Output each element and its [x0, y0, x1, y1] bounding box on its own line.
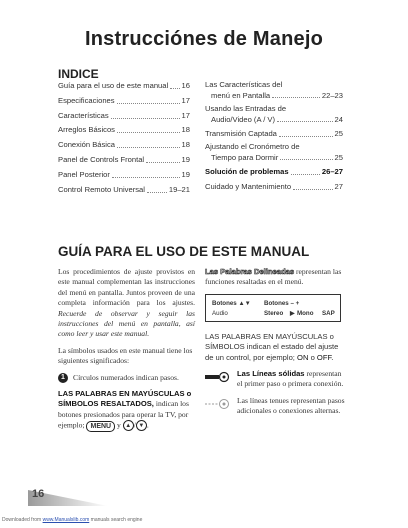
button-example-box	[205, 294, 341, 322]
toc-left-column	[58, 80, 190, 198]
toc-item-text: Panel Posterior	[58, 169, 110, 179]
step-text: Círculos numerados indican pasos.	[73, 372, 179, 382]
toc-item-caracteristicas[interactable]	[58, 110, 190, 122]
toc-item-text: Guía para el uso de este manual	[58, 81, 169, 90]
toc-page: 17	[181, 95, 190, 105]
toc-item-text: Arreglos Básicos	[58, 125, 115, 135]
guide-left-column	[58, 267, 195, 438]
caps-bold-text: LAS PALABRAS EN MAYÚSCULAS o SÍMBOLOS RESALTADOS,	[58, 389, 192, 409]
toc-page: 27	[334, 181, 343, 191]
toc-page: 22–23	[321, 91, 343, 100]
toc-item-text: Panel de Controls Frontal	[58, 154, 145, 164]
toc-page: 18	[181, 125, 190, 135]
menu-button-icon: MENU	[86, 421, 115, 432]
up-arrow-icon: ▲	[123, 420, 134, 431]
toc-item-panel-posterior[interactable]	[58, 169, 190, 181]
toc-item-text: Usando las Entradas de	[205, 103, 287, 113]
toc-page: 19	[181, 169, 190, 179]
thin-lines-text: Las líneas tenues representan pasos adicionales o conexiones alternas.	[237, 395, 345, 416]
toc-page: 26–27	[321, 167, 343, 177]
footer-prefix: Downloaded from	[2, 517, 42, 523]
step-number-icon: 1	[58, 373, 68, 383]
thin-line-plug-icon	[205, 398, 231, 410]
toc-page: 19–21	[168, 184, 190, 194]
toc-page: 17	[181, 110, 190, 120]
toc-item-menu-pantalla[interactable]	[205, 80, 343, 101]
caps-bold-rest: indican los botones presionados para operar la TV, por ejemplo;	[58, 399, 189, 430]
index-heading: INDICE	[58, 67, 99, 81]
intro-paragraph	[58, 267, 195, 340]
toc-right-column	[205, 80, 343, 196]
intro-text: Los procedimientos de ajuste provistos en este manual complementan las instrucciones del menú en pantalla. Juntos proveen de una completa información para los ajustes.	[58, 267, 195, 308]
toc-item-panel-frontal[interactable]	[58, 154, 190, 166]
toc-item-text: Audio/Video (A / V)	[211, 114, 276, 124]
section-heading: GUÍA PARA EL USO DE ESTE MANUAL	[58, 244, 310, 259]
thin-lines-row	[205, 396, 345, 417]
off-label: OFF.	[316, 352, 334, 362]
solid-lines-bold: Las Líneas sólidas	[237, 369, 305, 379]
guide-right-column	[205, 267, 345, 417]
caps-plain-paragraph	[205, 332, 345, 363]
outlined-words-paragraph	[205, 267, 345, 288]
footer-link[interactable]: www.Manualslib.com	[42, 517, 90, 523]
caps-bold-paragraph: LAS PALABRAS EN MAYÚSCULAS o SÍMBOLOS RESALTADOS, indican los botones presionados para operar la TV, por ejemplo; MENU y ▲ / ▼ .	[58, 389, 192, 430]
solid-lines-rest: representan el primer paso o primera conexión.	[237, 369, 344, 389]
toc-page: 25	[334, 128, 343, 138]
audio-label: Audio	[212, 309, 228, 317]
toc-item-conexion[interactable]	[58, 139, 190, 151]
sap-label: SAP	[322, 309, 335, 317]
toc-item-text: Cuidado y Mantenimiento	[205, 181, 292, 191]
botones-plusminus-label: Botones – +	[264, 299, 300, 307]
page-number-tab	[28, 486, 108, 508]
botones-updown-label: Botones ▲▼	[212, 299, 251, 307]
footer	[2, 517, 142, 523]
toc-page: 19	[181, 154, 190, 164]
step-example	[58, 373, 195, 383]
toc-item-text: Conexión Básica	[58, 140, 115, 150]
toc-item-especificaciones[interactable]	[58, 95, 190, 107]
toc-item-arreglos[interactable]	[58, 124, 190, 136]
mono-label: Mono	[297, 309, 314, 317]
toc-page: 25	[334, 153, 343, 163]
outlined-words-rest: representan las funciones resaltadas en el menú.	[205, 267, 342, 287]
toc-item-text: menú en Pantalla	[211, 91, 271, 100]
toc-item-text: Solución de problemas	[205, 167, 289, 177]
toc-item-text: Las Características del	[205, 80, 283, 89]
toc-page: 24	[334, 114, 343, 124]
toc-item-audio-video[interactable]	[205, 104, 343, 125]
caps-plain-text: LAS PALABRAS EN MAYÚSCULAS o SÍMBOLOS indican el estado del ajuste de un control, por ejemplo;	[205, 331, 339, 362]
symbols-paragraph: La símbolos usados en este manual tiene los siguientes significados:	[58, 345, 193, 366]
o-word: o	[310, 352, 315, 362]
toc-item-control-remoto[interactable]	[58, 184, 190, 196]
intro-italic-text: Recuerde de observar y seguir las instrucciones del menú en pantalla, así como leer y usar este manual.	[58, 308, 195, 339]
and-word: y	[117, 420, 121, 430]
toc-item-guia[interactable]	[58, 80, 190, 92]
stereo-label: Stereo	[264, 309, 284, 317]
toc-item-text: Características	[58, 110, 109, 120]
toc-item-text: Transmisión Captada	[205, 128, 277, 138]
page-number: 16	[32, 488, 45, 500]
solid-lines-text	[237, 369, 345, 390]
mono-marker-icon: ▶	[290, 309, 295, 317]
outlined-words-text: Las Palabras Delineadas	[205, 267, 295, 276]
toc-item-solucion[interactable]	[205, 166, 343, 178]
toc-item-text: Ajustando el Cronómetro de	[205, 142, 300, 152]
toc-item-transmision[interactable]	[205, 128, 343, 140]
toc-item-text: Especificaciones	[58, 95, 115, 105]
toc-item-text: Tiempo para Dormir	[211, 153, 279, 163]
page-title: Instrucciónes de Manejo	[85, 28, 323, 50]
toc-page: 18	[181, 140, 190, 150]
toc-item-cronometro[interactable]	[205, 142, 343, 163]
solid-line-plug-icon	[205, 371, 231, 383]
footer-suffix: manuals search engine	[90, 517, 143, 523]
toc-item-cuidado[interactable]	[205, 181, 343, 193]
toc-item-text: Control Remoto Universal	[58, 184, 145, 194]
toc-page: 16	[181, 81, 190, 90]
down-arrow-icon: ▼	[136, 420, 147, 431]
on-label: ON	[297, 352, 309, 362]
solid-lines-row	[205, 369, 345, 390]
